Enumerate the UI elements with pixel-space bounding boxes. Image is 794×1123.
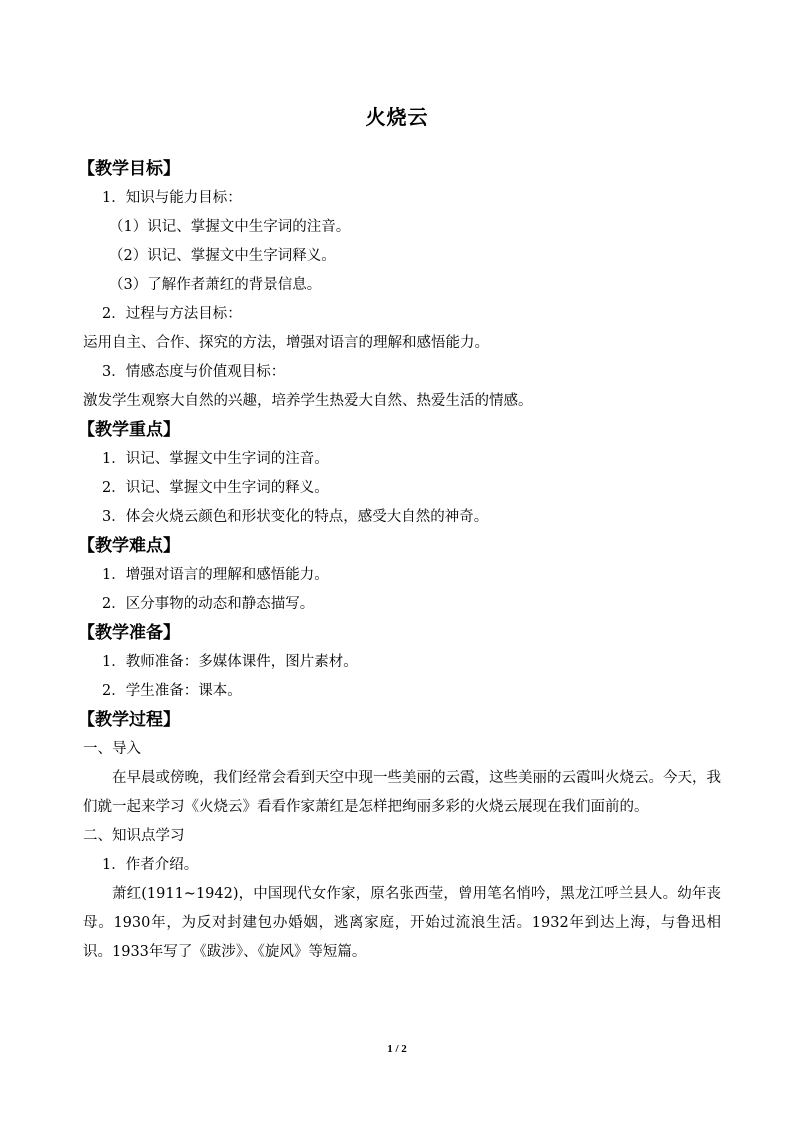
section-heading-process: 【教学过程】 <box>78 710 180 730</box>
key-point-item: 2．识记、掌握文中生字词的释义。 <box>102 480 329 496</box>
author-intro-title: 1．作者介绍。 <box>102 857 199 873</box>
page-title: 火烧云 <box>365 105 429 129</box>
difficulty-item: 2．区分事物的动态和静态描写。 <box>102 596 315 612</box>
goal-knowledge-item: （1）识记、掌握文中生字词的注音。 <box>109 219 351 235</box>
section-heading-preparation: 【教学准备】 <box>78 623 180 643</box>
section-heading-goals: 【教学目标】 <box>78 159 180 179</box>
goal-knowledge-item: （2）识记、掌握文中生字词释义。 <box>109 248 336 264</box>
difficulty-item: 1．增强对语言的理解和感悟能力。 <box>102 567 329 583</box>
goal-process-text: 运用自主、合作、探究的方法，增强对语言的理解和感悟能力。 <box>83 335 489 351</box>
author-intro-text: 萧红(1911~1942)，中国现代女作家，原名张西莹，曾用笔名悄吟，黑龙江呼兰县人。幼年丧母。1930年，为反对封建包办婚姻，逃离家庭，开始过流浪生活。1932年到达上海，与鲁迅相识。1933年写了《跋涉》、《旋风》等短篇。 <box>83 886 721 960</box>
goal-emotion-text: 激发学生观察大自然的兴趣，培养学生热爱大自然、热爱生活的情感。 <box>83 393 533 409</box>
key-point-item: 1．识记、掌握文中生字词的注音。 <box>102 451 329 467</box>
preparation-item: 2．学生准备：课本。 <box>102 683 242 699</box>
process-part1-text: 在早晨或傍晚，我们经常会看到天空中现一些美丽的云霞，这些美丽的云霞叫火烧云。今天，我们就一起来学习《火烧云》看看作家萧红是怎样把绚丽多彩的火烧云展现在我们面前的。 <box>83 770 721 815</box>
key-point-item: 3．体会火烧云颜色和形状变化的特点，感受大自然的神奇。 <box>102 509 489 525</box>
process-part1-title: 一、导入 <box>83 741 141 757</box>
goal-emotion-title: 3．情感态度与价值观目标： <box>102 364 286 380</box>
document-body <box>78 155 721 967</box>
section-heading-difficulties: 【教学难点】 <box>78 536 180 556</box>
goal-knowledge-item: （3）了解作者萧红的背景信息。 <box>109 277 322 293</box>
page-number: 1 / 2 <box>387 1043 407 1055</box>
section-heading-key-points: 【教学重点】 <box>78 420 180 440</box>
goal-knowledge-title: 1．知识与能力目标： <box>102 190 242 206</box>
goal-process-title: 2．过程与方法目标： <box>102 306 242 322</box>
process-part2-title: 二、知识点学习 <box>83 828 185 844</box>
preparation-item: 1．教师准备：多媒体课件，图片素材。 <box>102 654 358 670</box>
